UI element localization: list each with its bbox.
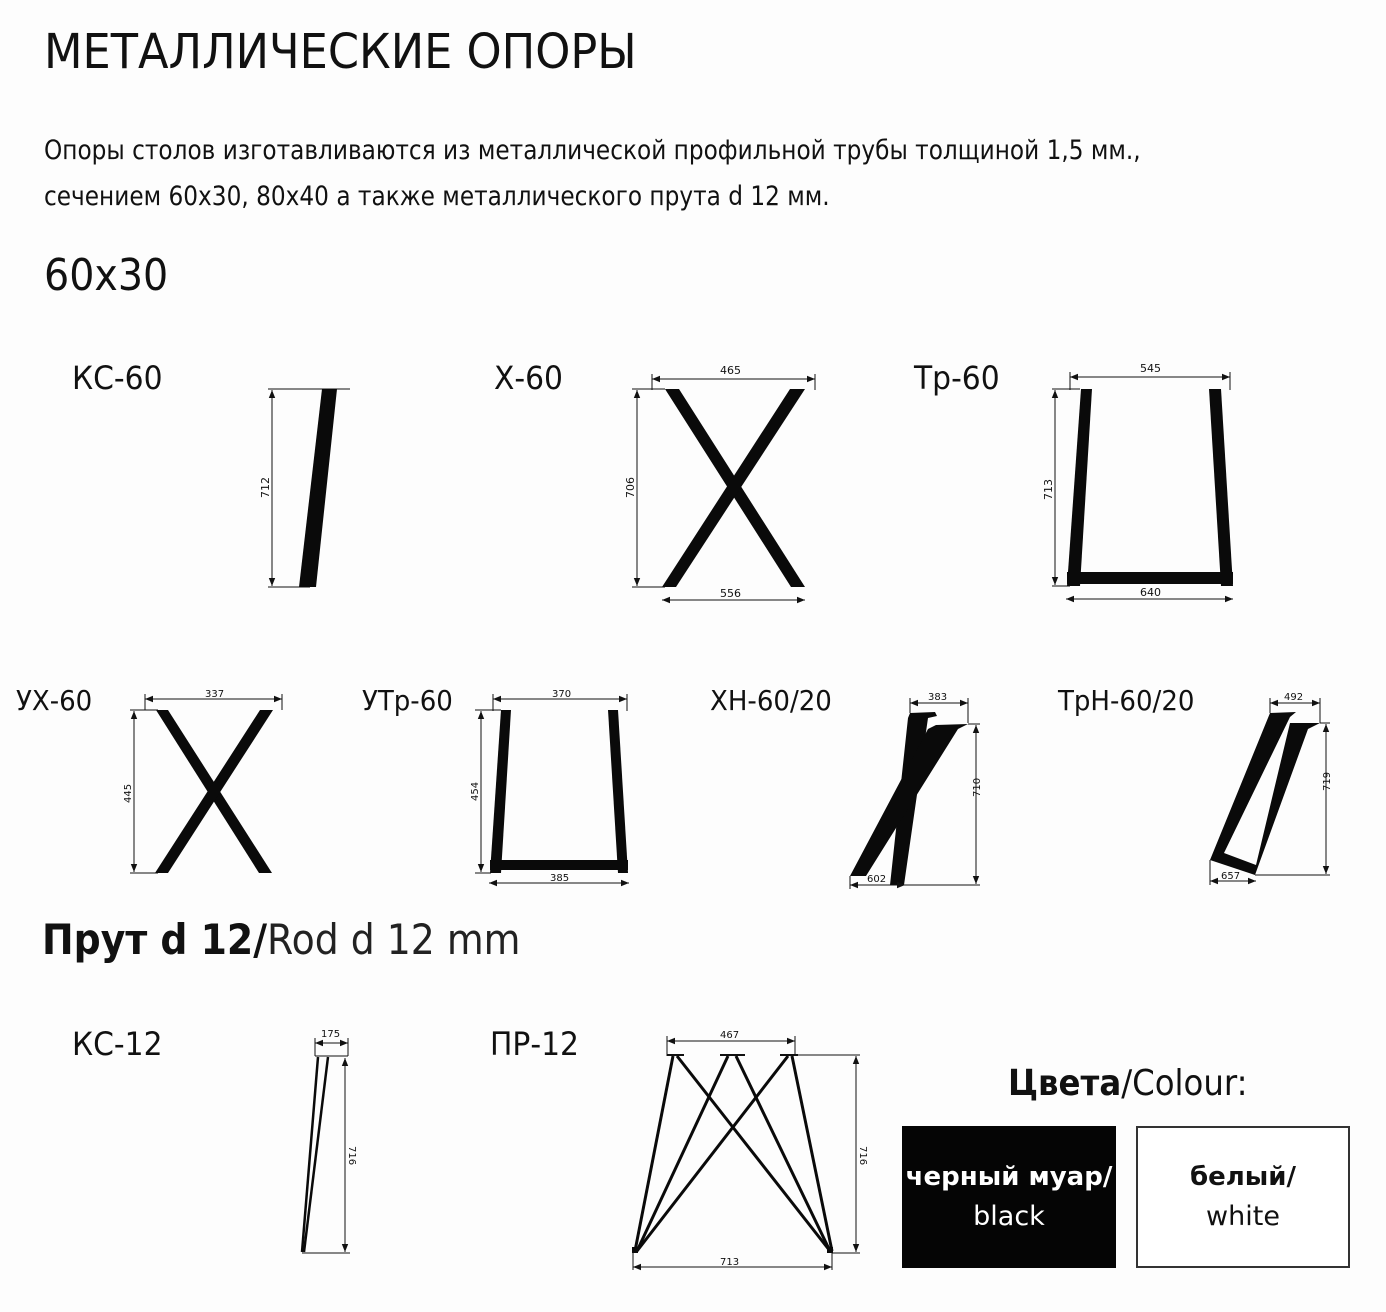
xh-60-20-top-dim: 383 [928, 692, 948, 703]
pr-12-drawing [620, 1020, 870, 1275]
tph-60-20-height-dim: 719 [1322, 771, 1333, 791]
model-label-tph-60-20: ТрН-60/20 [1058, 684, 1195, 717]
pr-12-height-dim: 716 [857, 1146, 868, 1166]
section-heading-rod [42, 912, 521, 968]
intro-line-2: сечением 60х30, 80х40 а также металлического прута d 12 мм. [44, 181, 830, 212]
section-heading-60x30: 60х30 [44, 250, 169, 301]
colour-white-ru: белый/ [1189, 1162, 1297, 1192]
colours-heading-ru: Цвета [1008, 1063, 1122, 1104]
tph-60-20-drawing [1200, 685, 1350, 890]
model-label-tp-60: Тр-60 [914, 359, 1000, 397]
x-60-bottom-dim: 556 [720, 587, 741, 600]
xh-60-20-height-dim: 710 [972, 777, 983, 797]
tph-60-20-bottom-dim: 657 [1221, 871, 1241, 882]
kc-12-drawing [290, 1020, 380, 1260]
ux-60-height-dim: 445 [123, 783, 134, 803]
xh-60-20-bottom-dim: 602 [867, 874, 887, 885]
colours-heading [1008, 1060, 1248, 1108]
model-label-kc-12: КС-12 [72, 1025, 163, 1063]
model-label-x-60: Х-60 [494, 359, 563, 397]
utp-60-top-dim: 370 [552, 689, 572, 700]
tp-60-top-dim: 545 [1140, 362, 1161, 375]
x-60-top-dim: 465 [720, 364, 741, 377]
rod-heading-en: Rod d 12 mm [267, 915, 521, 964]
utp-60-bottom-dim: 385 [550, 873, 570, 884]
colour-swatch-black [902, 1126, 1116, 1268]
colour-white-en: white [1206, 1201, 1280, 1232]
tp-60-height-dim: 713 [1042, 479, 1055, 500]
kc-60-drawing [250, 380, 370, 600]
tp-60-drawing [1040, 360, 1250, 605]
x-60-height-dim: 706 [624, 477, 637, 498]
model-label-utp-60: УТр-60 [362, 684, 453, 717]
model-label-pr-12: ПР-12 [490, 1025, 579, 1063]
colour-black-en: black [973, 1201, 1045, 1232]
x-60-drawing [620, 360, 830, 605]
colours-heading-en: /Colour: [1121, 1063, 1248, 1104]
utp-60-height-dim: 454 [470, 781, 481, 801]
pr-12-bottom-dim: 713 [720, 1257, 740, 1268]
page-title: МЕТАЛЛИЧЕСКИЕ ОПОРЫ [44, 24, 637, 80]
model-label-xh-60-20: ХН-60/20 [710, 684, 832, 717]
xh-60-20-drawing [840, 685, 1000, 890]
model-label-ux-60: УХ-60 [16, 684, 93, 717]
intro-text [44, 128, 1141, 220]
kc-60-height-dim: 712 [259, 477, 272, 498]
tp-60-bottom-dim: 640 [1140, 586, 1161, 599]
rod-heading-ru: Прут d 12/ [42, 915, 268, 964]
tph-60-20-top-dim: 492 [1284, 692, 1304, 703]
colour-black-ru: черный муар/ [905, 1162, 1113, 1192]
kc-12-top-dim: 175 [321, 1029, 341, 1040]
ux-60-drawing [120, 685, 290, 885]
ux-60-top-dim: 337 [205, 689, 225, 700]
kc-12-height-dim: 716 [346, 1146, 357, 1166]
model-label-kc-60: КС-60 [72, 359, 163, 397]
colour-swatch-white [1136, 1126, 1350, 1268]
pr-12-top-dim: 467 [720, 1030, 740, 1041]
utp-60-drawing [465, 685, 640, 890]
intro-line-1: Опоры столов изготавливаются из металлической профильной трубы толщиной 1,5 мм., [44, 135, 1141, 166]
